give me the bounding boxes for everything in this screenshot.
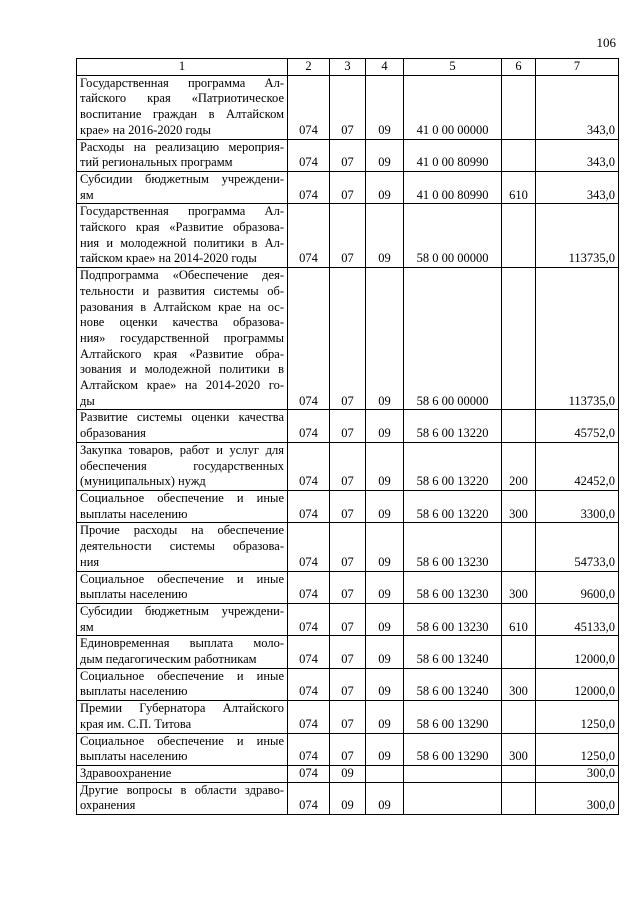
row-name-line: Премии Губернатора Алтайского [80,701,284,716]
column-header: 7 [536,59,619,76]
cell-ministry-code: 074 [288,204,330,268]
cell-expense-type: 300 [502,668,536,700]
row-name-line: Расходы на реализацию мероприя- [80,139,284,154]
row-name-line: тельности и развития системы об- [80,283,284,298]
cell-expense-type [502,139,536,171]
cell-ministry-code: 074 [288,668,330,700]
cell-section: 07 [330,75,366,139]
row-name-line: ния и молодежной политики в Ал- [80,235,284,250]
cell-ministry-code: 074 [288,782,330,814]
cell-target-article: 58 6 00 13220 [404,410,502,442]
row-name-line: Подпрограмма «Обеспечение дея- [80,268,284,283]
cell-amount: 343,0 [536,139,619,171]
cell-subsection: 09 [366,668,404,700]
row-name-line: разования в Алтайском крае на ос- [80,299,284,314]
row-name [77,490,288,522]
row-name-line: Закупка товаров, работ и услуг для [80,442,284,457]
row-name [77,668,288,700]
row-name-line: ям [80,619,94,634]
table-row [77,171,619,203]
row-name [77,571,288,603]
row-name [77,636,288,668]
cell-subsection: 09 [366,139,404,171]
row-name-line: ния» государственной программы [80,330,284,345]
row-name-line: дым педагогическим работникам [80,652,257,667]
column-header: 6 [502,59,536,76]
cell-subsection: 09 [366,204,404,268]
cell-expense-type [502,782,536,814]
cell-section: 09 [330,782,366,814]
cell-target-article: 41 0 00 00000 [404,75,502,139]
table-row [77,636,619,668]
row-name-line: деятельности системы образова- [80,539,284,554]
row-name-line: выплаты населению [80,587,188,602]
cell-amount: 1250,0 [536,733,619,765]
cell-expense-type [502,268,536,410]
cell-expense-type: 610 [502,171,536,203]
cell-amount: 300,0 [536,782,619,814]
cell-subsection: 09 [366,410,404,442]
row-name [77,410,288,442]
cell-target-article: 58 6 00 13220 [404,442,502,490]
row-name-line: Социальное обеспечение и иные [80,571,284,586]
cell-ministry-code: 074 [288,171,330,203]
cell-subsection [366,765,404,782]
column-header: 4 [366,59,404,76]
cell-expense-type [502,204,536,268]
cell-ministry-code: 074 [288,636,330,668]
cell-target-article: 58 6 00 00000 [404,268,502,410]
cell-expense-type [502,410,536,442]
table-row [77,139,619,171]
row-name [77,523,288,571]
row-name-line: тий региональных программ [80,155,233,170]
row-name-line: Социальное обеспечение и иные [80,668,284,683]
row-name-line: Прочие расходы на обеспечение [80,523,284,538]
cell-subsection: 09 [366,571,404,603]
row-name-line: крае» на 2016-2020 годы [80,122,211,137]
row-name-line: обеспечения государственных [80,458,284,473]
cell-section: 07 [330,139,366,171]
column-header: 3 [330,59,366,76]
row-name-line: выплаты населению [80,749,188,764]
row-name-line: зования и молодежной политики в [80,362,284,377]
row-name-line: охранения [80,798,136,813]
table-row [77,668,619,700]
row-name-line: Алтайского края «Развитие обра- [80,346,284,361]
cell-expense-type [502,701,536,733]
row-name-line: выплаты населению [80,684,188,699]
cell-amount: 42452,0 [536,442,619,490]
cell-target-article: 58 6 00 13220 [404,490,502,522]
row-name [77,701,288,733]
cell-amount: 45752,0 [536,410,619,442]
cell-section: 07 [330,701,366,733]
table-row [77,701,619,733]
row-name-line: выплаты населению [80,506,188,521]
cell-section: 07 [330,268,366,410]
table-row [77,75,619,139]
row-name-line: Субсидии бюджетным учреждени- [80,171,284,186]
cell-target-article: 58 6 00 13290 [404,733,502,765]
cell-ministry-code: 074 [288,603,330,635]
cell-target-article: 41 0 00 80990 [404,139,502,171]
table-row [77,204,619,268]
cell-target-article [404,782,502,814]
cell-subsection: 09 [366,268,404,410]
cell-subsection: 09 [366,636,404,668]
cell-section: 07 [330,733,366,765]
column-header: 5 [404,59,502,76]
column-header: 2 [288,59,330,76]
cell-subsection: 09 [366,75,404,139]
cell-section: 07 [330,571,366,603]
cell-target-article: 58 6 00 13240 [404,668,502,700]
row-name-line: Государственная программа Ал- [80,204,284,219]
cell-section: 07 [330,603,366,635]
row-name-line: Развитие системы оценки качества [80,410,284,425]
table-row [77,442,619,490]
row-name-line: Единовременная выплата моло- [80,636,284,651]
cell-expense-type [502,75,536,139]
cell-section: 07 [330,442,366,490]
row-name-line: тайском крае» на 2014-2020 годы [80,251,257,266]
cell-ministry-code: 074 [288,410,330,442]
table-row [77,268,619,410]
row-name-line: ния [80,554,100,569]
cell-subsection: 09 [366,442,404,490]
cell-target-article: 58 6 00 13240 [404,636,502,668]
table-row [77,410,619,442]
cell-ministry-code: 074 [288,765,330,782]
cell-ministry-code: 074 [288,139,330,171]
cell-ministry-code: 074 [288,442,330,490]
table-row [77,603,619,635]
cell-subsection: 09 [366,733,404,765]
table-body [77,75,619,814]
cell-target-article: 58 0 00 00000 [404,204,502,268]
cell-subsection: 09 [366,523,404,571]
cell-target-article: 58 6 00 13290 [404,701,502,733]
cell-ministry-code: 074 [288,75,330,139]
cell-section: 07 [330,171,366,203]
cell-ministry-code: 074 [288,571,330,603]
cell-section: 07 [330,668,366,700]
cell-target-article: 58 6 00 13230 [404,603,502,635]
row-name-line: Алтайском крае» на 2014-2020 го- [80,378,284,393]
table-row [77,782,619,814]
cell-ministry-code: 074 [288,701,330,733]
cell-subsection: 09 [366,490,404,522]
cell-amount: 300,0 [536,765,619,782]
cell-section: 07 [330,410,366,442]
cell-amount: 45133,0 [536,603,619,635]
cell-amount: 343,0 [536,75,619,139]
row-name [77,171,288,203]
cell-target-article: 58 6 00 13230 [404,523,502,571]
cell-expense-type [502,765,536,782]
cell-amount: 9600,0 [536,571,619,603]
cell-expense-type: 200 [502,442,536,490]
cell-amount: 12000,0 [536,668,619,700]
cell-expense-type: 300 [502,490,536,522]
row-name-line: ды [80,393,95,408]
row-name-line: Социальное обеспечение и иные [80,490,284,505]
row-name [77,765,288,782]
row-name [77,603,288,635]
cell-amount: 113735,0 [536,204,619,268]
cell-target-article: 58 6 00 13230 [404,571,502,603]
row-name-line: Другие вопросы в области здраво- [80,782,284,797]
row-name-line: образования [80,426,146,441]
cell-subsection: 09 [366,782,404,814]
row-name [77,204,288,268]
cell-subsection: 09 [366,171,404,203]
row-name-line: Социальное обеспечение и иные [80,733,284,748]
cell-ministry-code: 074 [288,268,330,410]
table-row [77,733,619,765]
row-name-line: края им. С.П. Титова [80,716,192,731]
cell-amount: 12000,0 [536,636,619,668]
row-name-line: тайского края «Развитие образова- [80,220,284,235]
cell-expense-type: 300 [502,571,536,603]
table-row [77,523,619,571]
table-row [77,765,619,782]
row-name-line: тайского края «Патриотическое [80,91,284,106]
row-name-line: Государственная программа Ал- [80,75,284,90]
row-name-line: Здравоохранение [80,765,172,780]
cell-ministry-code: 074 [288,523,330,571]
cell-section: 07 [330,636,366,668]
cell-amount: 343,0 [536,171,619,203]
row-name [77,782,288,814]
cell-section: 09 [330,765,366,782]
cell-expense-type [502,523,536,571]
cell-amount: 113735,0 [536,268,619,410]
budget-table [76,58,619,815]
cell-expense-type [502,636,536,668]
row-name [77,139,288,171]
row-name [77,75,288,139]
cell-section: 07 [330,204,366,268]
row-name [77,442,288,490]
table-row [77,490,619,522]
cell-expense-type: 300 [502,733,536,765]
cell-amount: 1250,0 [536,701,619,733]
column-header: 1 [77,59,288,76]
row-name [77,733,288,765]
cell-amount: 54733,0 [536,523,619,571]
row-name-line: воспитание граждан в Алтайском [80,107,284,122]
header-row [77,59,619,76]
cell-ministry-code: 074 [288,490,330,522]
cell-subsection: 09 [366,603,404,635]
cell-expense-type: 610 [502,603,536,635]
row-name-line: (муниципальных) нужд [80,474,206,489]
row-name [77,268,288,410]
cell-subsection: 09 [366,701,404,733]
cell-section: 07 [330,490,366,522]
cell-target-article: 41 0 00 80990 [404,171,502,203]
cell-amount: 3300,0 [536,490,619,522]
row-name-line: ям [80,187,94,202]
row-name-line: нове оценки качества образова- [80,315,284,330]
cell-ministry-code: 074 [288,733,330,765]
table-row [77,571,619,603]
cell-section: 07 [330,523,366,571]
page-number: 106 [596,35,616,50]
cell-target-article [404,765,502,782]
row-name-line: Субсидии бюджетным учреждени- [80,603,284,618]
